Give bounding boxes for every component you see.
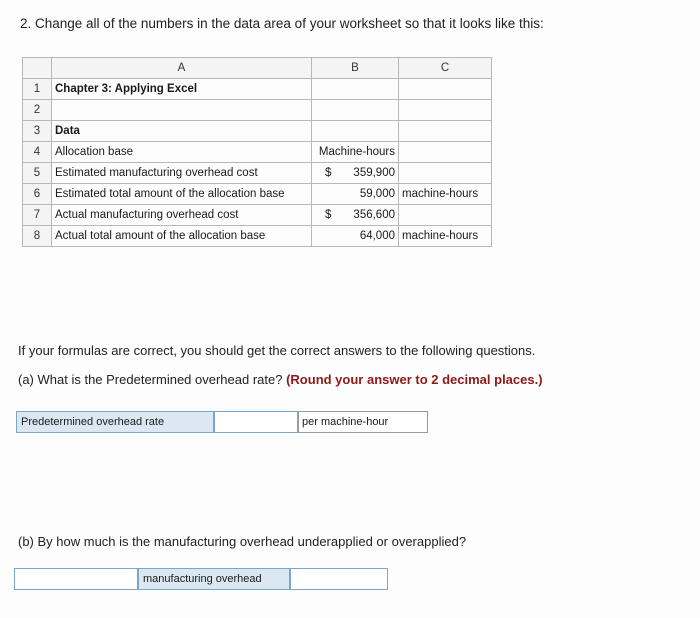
cell-b5-value: 359,900: [353, 167, 395, 179]
cell-b8: 64,000: [312, 226, 399, 247]
row-number: 2: [23, 100, 52, 121]
cell-c4: [399, 142, 492, 163]
cell-a5: Estimated manufacturing overhead cost: [52, 163, 312, 184]
rate-input[interactable]: [214, 411, 298, 433]
worksheet-table: [22, 57, 492, 247]
under-over-select[interactable]: [14, 568, 138, 590]
table-row: [23, 226, 492, 247]
cell-a2: [52, 100, 312, 121]
question-title: 2. Change all of the numbers in the data area of your worksheet so that it looks like this:: [20, 16, 544, 31]
row-number: 6: [23, 184, 52, 205]
table-row: [23, 163, 492, 184]
cell-c3: [399, 121, 492, 142]
row-number: 8: [23, 226, 52, 247]
cell-b2: [312, 100, 399, 121]
table-row: [23, 205, 492, 226]
cell-a6: Estimated total amount of the allocation base: [52, 184, 312, 205]
currency-symbol: $: [325, 167, 332, 179]
answer-row-b: [14, 568, 388, 592]
cell-c7: [399, 205, 492, 226]
question-a-text: (a) What is the Predetermined overhead rate?: [18, 372, 283, 387]
overhead-label: manufacturing overhead: [138, 568, 290, 590]
overhead-amount-input[interactable]: [290, 568, 388, 590]
cell-b5: [312, 163, 399, 184]
column-header-a: A: [52, 58, 312, 79]
rate-label: Predetermined overhead rate: [16, 411, 214, 433]
intro-text: If your formulas are correct, you should get the correct answers to the following questions.: [18, 343, 536, 358]
column-header-b: B: [312, 58, 399, 79]
question-a-hint: (Round your answer to 2 decimal places.): [286, 372, 543, 387]
question-a: [18, 372, 543, 387]
cell-b7: [312, 205, 399, 226]
column-header-row: [23, 58, 492, 79]
cell-b7-value: 356,600: [353, 209, 395, 221]
currency-symbol: $: [325, 209, 332, 221]
question-b-text: (b) By how much is the manufacturing overhead underapplied or overapplied?: [18, 534, 467, 549]
cell-c6: machine-hours: [399, 184, 492, 205]
table-row: [23, 100, 492, 121]
cell-b4: Machine-hours: [312, 142, 399, 163]
corner-cell: [23, 58, 52, 79]
row-number: 1: [23, 79, 52, 100]
cell-c2: [399, 100, 492, 121]
row-number: 5: [23, 163, 52, 184]
table-row: [23, 79, 492, 100]
cell-c1: [399, 79, 492, 100]
cell-b1: [312, 79, 399, 100]
cell-c5: [399, 163, 492, 184]
rate-unit: per machine-hour: [298, 411, 428, 433]
cell-b3: [312, 121, 399, 142]
cell-a4: Allocation base: [52, 142, 312, 163]
row-number: 4: [23, 142, 52, 163]
table-row: [23, 121, 492, 142]
cell-a3: Data: [52, 121, 312, 142]
table-row: [23, 142, 492, 163]
table-row: [23, 184, 492, 205]
cell-b6: 59,000: [312, 184, 399, 205]
cell-a7: Actual manufacturing overhead cost: [52, 205, 312, 226]
answer-row-a: [16, 411, 428, 435]
cell-a8: Actual total amount of the allocation base: [52, 226, 312, 247]
row-number: 3: [23, 121, 52, 142]
row-number: 7: [23, 205, 52, 226]
cell-c8: machine-hours: [399, 226, 492, 247]
column-header-c: C: [399, 58, 492, 79]
cell-a1: Chapter 3: Applying Excel: [52, 79, 312, 100]
